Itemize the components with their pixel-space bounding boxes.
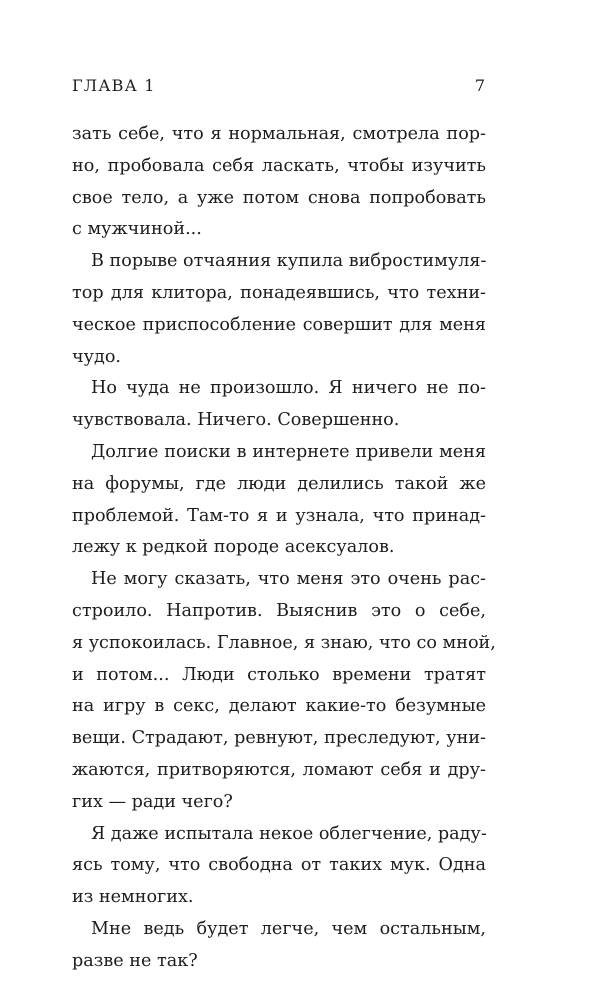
text-line: разве не так? (72, 950, 198, 971)
text-line: но, пробовала себя ласкать, чтобы изучить (72, 155, 486, 176)
chapter-running-head: ГЛАВА 1 (72, 76, 156, 95)
text-line: вещи. Страдают, ревнуют, преследуют, уни- (72, 728, 486, 749)
text-line: жаются, притворяются, ломают себя и дру- (72, 759, 486, 780)
paragraph (72, 564, 496, 818)
text-line: я успокоилась. Главное, я знаю, что со мной, (72, 632, 496, 653)
text-line: ческое приспособление совершит для меня (72, 314, 486, 335)
text-line: Долгие поиски в интернете привели меня (91, 441, 486, 462)
text-line: лежу к редкой породе асексуалов. (72, 537, 395, 558)
text-line: и потом... Люди столько времени тратят (72, 664, 486, 685)
paragraph (72, 437, 486, 564)
text-line: строило. Напротив. Выяснив это о себе, (72, 600, 486, 621)
text-line: проблемой. Там-то я и узнала, что принад- (72, 505, 486, 526)
text-line: с мужчиной... (72, 219, 202, 240)
text-line: зать себе, что я нормальная, смотрела пор- (72, 124, 486, 144)
paragraph (72, 119, 486, 246)
running-header (72, 76, 485, 100)
text-line: из немногих. (72, 887, 194, 908)
text-line: В порыве отчаяния купила вибростимуля- (91, 251, 487, 272)
text-line: гих — ради чего? (72, 791, 233, 812)
text-line: тор для клитора, понадеявшись, что техни- (72, 282, 486, 303)
paragraph (72, 246, 486, 373)
paragraph (72, 373, 486, 437)
paragraph (72, 914, 486, 978)
text-line: ясь тому, что свободна от таких мук. Одна (72, 855, 486, 876)
text-line: Но чуда не произошло. Я ничего не по- (91, 378, 486, 399)
text-line: Мне ведь будет легче, чем остальным, (91, 918, 486, 939)
text-line: Я даже испытала некое облегчение, раду- (91, 823, 487, 844)
paragraph (72, 819, 486, 914)
text-line: Не могу сказать, что меня это очень рас- (91, 569, 486, 590)
page-number: 7 (474, 76, 485, 95)
body-text (72, 119, 496, 978)
text-line: на игру в секс, делают какие-то безумные (72, 696, 486, 717)
text-line: на форумы, где люди делились такой же (72, 473, 486, 494)
text-line: свое тело, а уже потом снова попробовать (72, 187, 486, 208)
text-line: чувствовала. Ничего. Совершенно. (72, 410, 400, 431)
text-line: чудо. (72, 346, 122, 367)
